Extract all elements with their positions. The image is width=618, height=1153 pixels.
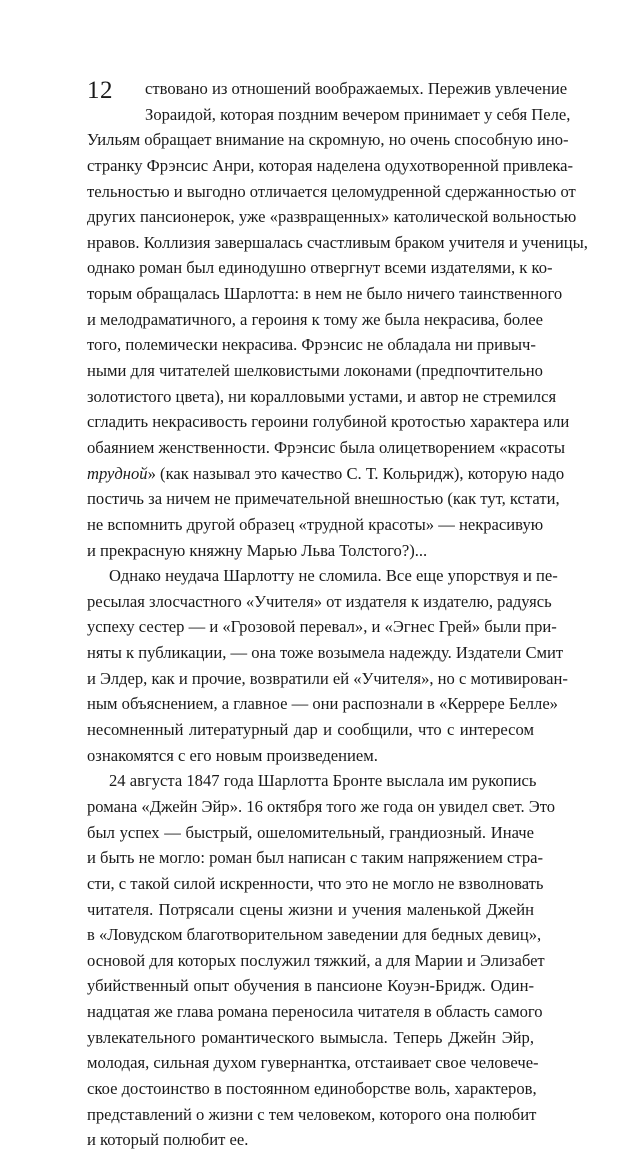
text-line: несомненный литературный дар и сообщили, что с интересом [87,720,534,740]
text-line: обаянием женственности. Фрэнсис была олицетворением «красоты [87,437,566,457]
text-line: Однако неудача Шарлотту не сломила. Все еще упорствуя и пе- [109,566,558,586]
text-line: был успех — быстрый, ошеломительный, грандиозный. Иначе [87,822,534,842]
text-line: золотистого цвета), ни коралловыми устами, и автор не стремился [87,386,557,406]
body-text [87,76,588,1153]
text-line: нравов. Коллизия завершалась счастливым браком учителя и ученицы, [87,232,588,252]
text-line: постичь за ничем не примечательной внешностью (как тут, кстати, [87,489,560,509]
text-line: ресылая злосчастного «Учителя» от издателя к издателю, радуясь [87,591,552,611]
text-line: успеху сестер — и «Грозовой перевал», и «Эгнес Грей» были при- [87,617,557,637]
text-line: молодая, сильная духом гувернантка, отстаивает свое человече- [87,1053,539,1073]
italic-word: трудной [87,463,148,483]
text-line: и быть не могло: роман был написан с таким напряжением стра- [87,848,544,868]
text-line: других пансионерок, уже «развращенных» католической вольностью [87,207,577,227]
text-line: основой для которых послужил тяжкий, а для Марии и Элизабет [87,950,545,970]
text-line: сгладить некрасивость героини голубиной кротостью характера или [87,412,570,432]
text-line: и прекрасную княжну Марью Льва Толстого?)... [87,540,428,560]
text-line: странку Фрэнсис Анри, которая наделена одухотворенной привлека- [87,155,574,175]
text-line: тельностью и выгодно отличается целомудренной сдержанностью от [87,181,576,201]
text-line: и Элдер, как и прочие, возвратили ей «Учителя», но с мотивирован- [87,668,568,688]
text-line: и который полюбит ее. [87,1130,249,1150]
text-line: Уильям обращает внимание на скромную, но очень способную ино- [87,130,569,150]
text-line: ствовано из отношений воображаемых. Пережив увлечение [145,79,568,98]
text-line: романа «Джейн Эйр». 16 октября того же года он увидел свет. Это [87,796,556,816]
text-line: ным объяснением, а главное — они распознали в «Керрере Белле» [87,694,558,714]
text-line: и мелодраматичного, а героиня к тому же была некрасива, более [87,309,544,329]
text-line: 24 августа 1847 года Шарлотта Бронте выслала им рукопись [109,771,537,791]
text-line: увлекательного романтического вымысла. Теперь Джейн Эйр, [87,1027,534,1047]
text-line-with-italic [87,461,565,487]
text-line: читателя. Потрясали сцены жизни и учения маленькой Джейн [87,899,534,919]
text-line: ознакомятся с его новым произведением. [87,745,378,765]
text-line: представлений о жизни с тем человеком, которого она полюбит [87,1104,537,1124]
text-line: ское достоинство в постоянном единоборстве воль, характеров, [87,1078,537,1098]
text-line: не вспомнить другой образец «трудной красоты» — некрасивую [87,514,544,534]
text-fragment: » (как называл это качество С. Т. Кольридж), которую надо [147,463,565,483]
text-line: Зораидой, которая поздним вечером принимает у себя Пеле, [145,104,571,124]
text-line: ными для читателей шелковистыми локонами (предпочтительно [87,361,543,381]
text-line: однако роман был единодушно отвергнут всеми издателями, к ко- [87,258,553,278]
text-line: того, полемически некрасива. Фрэнсис не обладала ни привыч- [87,335,536,355]
text-line: в «Ловудском благотворительном заведении для бедных девиц», [87,925,542,945]
text-line: убийственный опыт обучения в пансионе Коуэн-Бридж. Один- [87,976,534,996]
page-number: 12 [87,77,113,104]
text-line: няты к публикации, — она тоже возымела надежду. Издатели Смит [87,643,564,663]
text-line: надцатая же глава романа переносила читателя в область самого [87,1002,543,1022]
text-line: торым обращалась Шарлотта: в нем не было ничего таинственного [87,284,563,304]
text-line: сти, с такой силой искренности, что это не могло не взволновать [87,873,544,893]
